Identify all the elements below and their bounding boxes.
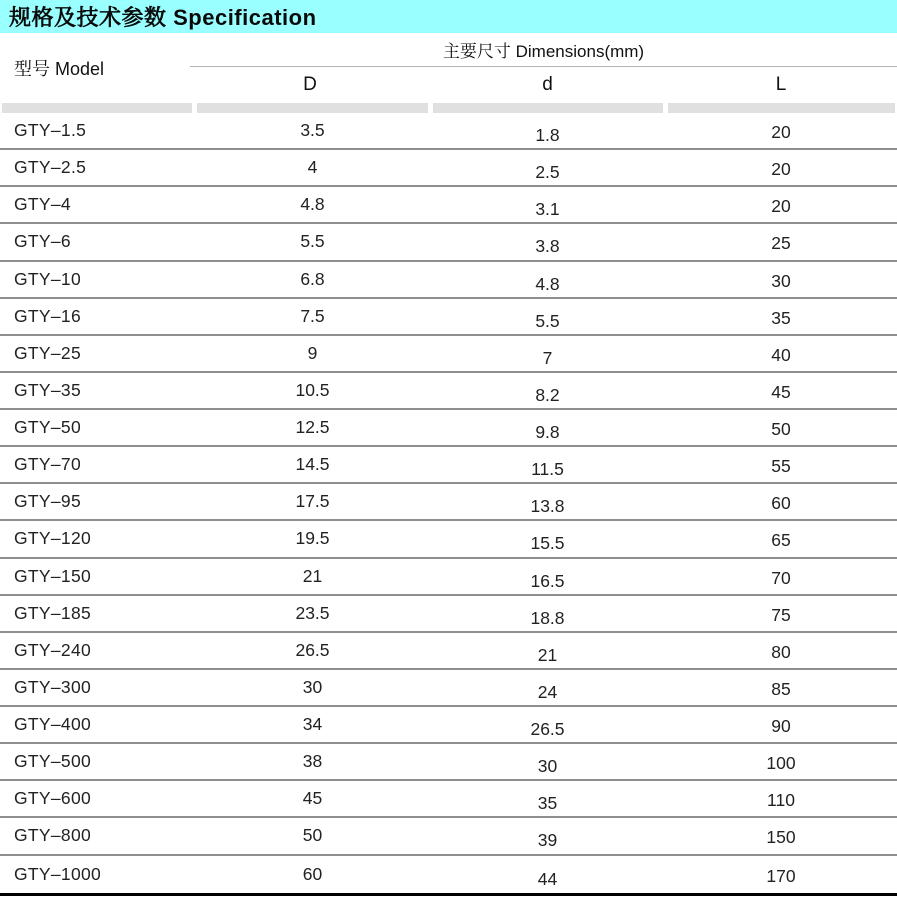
table-row bbox=[0, 484, 897, 521]
model-cell: GTY–300 bbox=[14, 676, 92, 697]
table-row bbox=[0, 744, 897, 781]
table-row bbox=[0, 818, 897, 855]
table-row bbox=[0, 410, 897, 447]
dimension-D-cell: 9 bbox=[307, 342, 318, 363]
model-cell: GTY–400 bbox=[14, 714, 92, 735]
dimension-D-cell: 14.5 bbox=[295, 454, 330, 475]
page-title: 规格及技术参数 Specification bbox=[0, 0, 897, 33]
dimension-L-cell: 20 bbox=[771, 159, 791, 180]
dimensions-header: 主要尺寸 Dimensions(mm) bbox=[190, 33, 897, 67]
table-row bbox=[0, 521, 897, 558]
dimension-d-cell: 30 bbox=[537, 756, 558, 777]
dimension-D-cell: 4.8 bbox=[300, 194, 325, 215]
dimensions-header-group bbox=[190, 33, 897, 103]
table-row bbox=[0, 150, 897, 187]
model-cell: GTY–800 bbox=[14, 825, 92, 846]
dimension-d-cell: 16.5 bbox=[530, 570, 565, 591]
dimension-D-cell: 45 bbox=[302, 788, 323, 809]
dimension-L-cell: 20 bbox=[771, 196, 791, 217]
dimension-d-cell: 4.8 bbox=[535, 273, 560, 294]
dimension-d-cell: 8.2 bbox=[535, 384, 560, 405]
dimension-L-cell: 30 bbox=[771, 270, 791, 291]
dimension-L-cell: 110 bbox=[767, 790, 795, 811]
table-row bbox=[0, 856, 897, 893]
table-row bbox=[0, 596, 897, 633]
table-rows bbox=[0, 113, 897, 896]
dimension-D-cell: 7.5 bbox=[300, 305, 325, 326]
table-row bbox=[0, 262, 897, 299]
column-header-d: d bbox=[542, 74, 553, 95]
dimension-L-cell: 170 bbox=[766, 865, 796, 886]
dimension-D-cell: 19.5 bbox=[295, 528, 330, 549]
dimension-L-cell: 80 bbox=[771, 641, 791, 662]
table-row bbox=[0, 113, 897, 150]
column-header-L: L bbox=[775, 74, 787, 95]
dimension-d-cell: 15.5 bbox=[530, 533, 565, 554]
table-row bbox=[0, 707, 897, 744]
model-cell: GTY–70 bbox=[14, 454, 81, 475]
dimension-d-cell: 3.8 bbox=[535, 236, 560, 257]
dimension-d-cell: 7 bbox=[542, 347, 553, 368]
dimension-D-cell: 3.5 bbox=[300, 120, 325, 141]
table-row bbox=[0, 447, 897, 484]
dimension-d-cell: 11.5 bbox=[531, 459, 564, 480]
table-row bbox=[0, 781, 897, 818]
dimension-D-cell: 10.5 bbox=[295, 379, 330, 400]
dimension-L-cell: 65 bbox=[771, 530, 791, 551]
dimension-L-cell: 20 bbox=[771, 122, 791, 143]
model-cell: GTY–35 bbox=[14, 379, 81, 400]
model-cell: GTY–1.5 bbox=[14, 120, 87, 141]
dimension-d-cell: 13.8 bbox=[530, 496, 565, 517]
model-cell: GTY–6 bbox=[14, 231, 71, 252]
header-separator-band-D bbox=[197, 103, 428, 113]
model-cell: GTY–500 bbox=[14, 751, 92, 772]
dimension-D-cell: 38 bbox=[302, 751, 323, 772]
dimension-L-cell: 150 bbox=[766, 827, 796, 848]
dimension-D-cell: 4 bbox=[307, 157, 318, 178]
header-separator-band-d bbox=[433, 103, 663, 113]
dimension-L-cell: 55 bbox=[771, 456, 791, 477]
dimension-D-cell: 21 bbox=[302, 565, 323, 586]
table-row bbox=[0, 633, 897, 670]
model-cell: GTY–10 bbox=[14, 268, 81, 289]
table-header bbox=[0, 33, 897, 103]
dimension-L-cell: 90 bbox=[771, 716, 791, 737]
model-cell: GTY–1000 bbox=[14, 863, 102, 884]
model-cell: GTY–16 bbox=[14, 305, 81, 326]
dimension-L-cell: 40 bbox=[771, 344, 791, 365]
dimension-L-cell: 50 bbox=[771, 419, 791, 440]
dimension-column-headers bbox=[190, 67, 897, 103]
table-row bbox=[0, 373, 897, 410]
model-cell: GTY–4 bbox=[14, 194, 71, 215]
dimension-D-cell: 30 bbox=[302, 676, 323, 697]
table-row bbox=[0, 299, 897, 336]
dimension-D-cell: 6.8 bbox=[300, 268, 325, 289]
dimension-D-cell: 26.5 bbox=[295, 639, 330, 660]
dimension-d-cell: 21 bbox=[537, 644, 558, 665]
dimension-L-cell: 35 bbox=[771, 307, 791, 328]
model-cell: GTY–240 bbox=[14, 639, 92, 660]
dimension-L-cell: 100 bbox=[766, 753, 796, 774]
table-row bbox=[0, 336, 897, 373]
dimension-d-cell: 18.8 bbox=[530, 607, 565, 628]
dimension-d-cell: 39 bbox=[537, 830, 558, 851]
dimension-D-cell: 60 bbox=[302, 863, 323, 884]
model-cell: GTY–25 bbox=[14, 342, 81, 363]
table-row bbox=[0, 559, 897, 596]
dimension-d-cell: 1.8 bbox=[535, 125, 560, 146]
dimension-L-cell: 25 bbox=[771, 233, 791, 254]
dimension-D-cell: 5.5 bbox=[300, 231, 325, 252]
dimension-d-cell: 44 bbox=[537, 868, 558, 889]
dimension-d-cell: 5.5 bbox=[535, 310, 560, 331]
dimension-d-cell: 2.5 bbox=[535, 162, 560, 183]
dimension-d-cell: 9.8 bbox=[535, 422, 560, 443]
header-separator-band-L bbox=[668, 103, 895, 113]
model-column-header: 型号 Model bbox=[14, 59, 105, 79]
dimension-L-cell: 75 bbox=[771, 604, 791, 625]
model-cell: GTY–600 bbox=[14, 788, 92, 809]
table-row bbox=[0, 187, 897, 224]
dimension-D-cell: 34 bbox=[302, 714, 323, 735]
dimension-L-cell: 45 bbox=[771, 381, 791, 402]
dimension-d-cell: 24 bbox=[537, 681, 558, 702]
dimension-d-cell: 26.5 bbox=[530, 719, 565, 740]
model-cell: GTY–2.5 bbox=[14, 157, 87, 178]
dimension-d-cell: 3.1 bbox=[535, 199, 560, 220]
header-separator-band-model bbox=[2, 103, 192, 113]
model-cell: GTY–95 bbox=[14, 491, 81, 512]
dimension-L-cell: 70 bbox=[771, 567, 791, 588]
table-row bbox=[0, 670, 897, 707]
table-row bbox=[0, 224, 897, 261]
dimension-L-cell: 60 bbox=[771, 493, 791, 514]
model-cell: GTY–120 bbox=[14, 528, 92, 549]
model-cell: GTY–50 bbox=[14, 417, 81, 438]
dimension-D-cell: 17.5 bbox=[295, 491, 330, 512]
model-cell: GTY–150 bbox=[14, 565, 92, 586]
dimension-D-cell: 50 bbox=[302, 825, 323, 846]
dimension-D-cell: 23.5 bbox=[295, 602, 330, 623]
column-header-D: D bbox=[303, 74, 317, 95]
dimension-L-cell: 85 bbox=[771, 678, 791, 699]
model-cell: GTY–185 bbox=[14, 602, 92, 623]
dimension-D-cell: 12.5 bbox=[295, 417, 330, 438]
dimension-d-cell: 35 bbox=[537, 793, 558, 814]
